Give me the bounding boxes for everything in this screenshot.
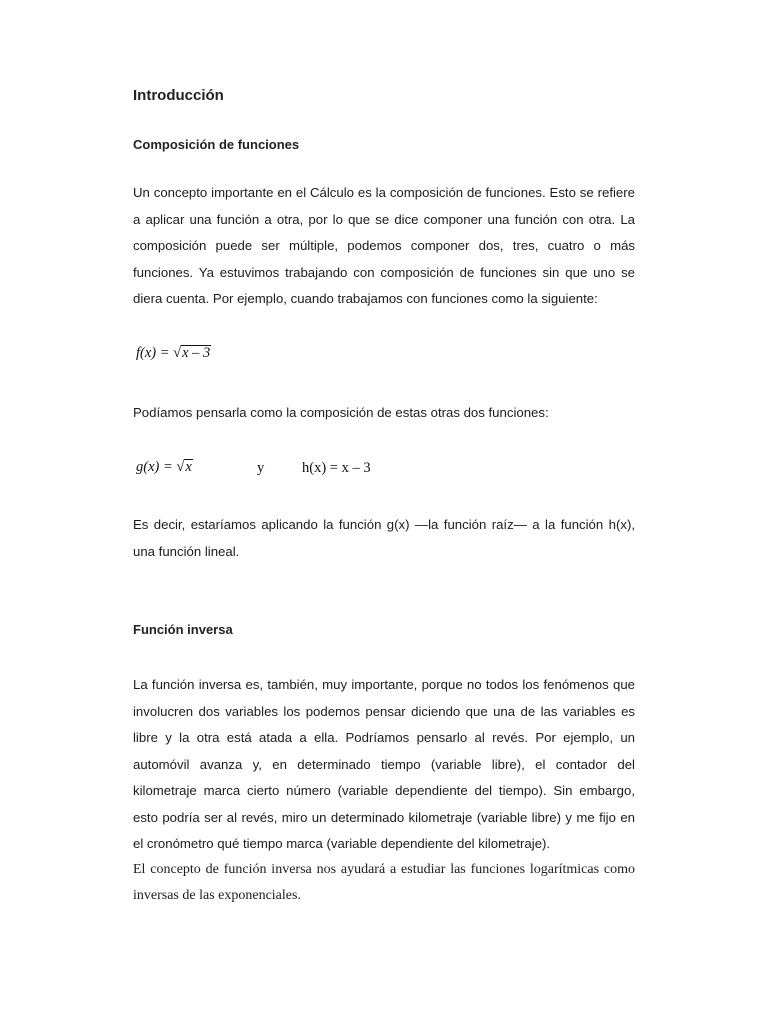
sqrt-symbol xyxy=(173,345,211,362)
formula-h: h(x) = x – 3 xyxy=(302,460,371,476)
paragraph-composicion-explicacion: Es decir, estaríamos aplicando la función g(x) —la función raíz— a la función h(x), una función lineal. xyxy=(133,517,635,559)
paragraph-composicion-dos-funciones: Podíamos pensarla como la composición de estas otras dos funciones: xyxy=(133,405,549,420)
radical-sign: √ xyxy=(176,459,185,475)
formula-f xyxy=(136,345,211,362)
formula-g-radicand: x xyxy=(185,459,192,475)
paragraph-funcion-inversa-logaritmicas: El concepto de función inversa nos ayudará a estudiar las funciones logarítmicas como inversas de las exponenciales. xyxy=(133,862,635,903)
formula-conjunction: y xyxy=(257,460,265,476)
section-heading-funcion-inversa: Función inversa xyxy=(133,622,233,637)
page-title: Introducción xyxy=(133,87,224,104)
sqrt-symbol xyxy=(176,459,192,476)
formula-f-lhs: f(x) = xyxy=(136,345,170,361)
section-heading-composicion: Composición de funciones xyxy=(133,137,300,152)
formula-f-radicand: x – 3 xyxy=(182,345,211,361)
radical-sign: √ xyxy=(173,345,182,361)
paragraph-composicion-intro: Un concepto importante en el Cálculo es la composición de funciones. Esto se refiere a aplicar una función a otra, por lo que se dice componer una función con otra. La composición puede ser múltiple, podemos componer dos, tres, cuatro o más funciones. Ya estuvimos trabajando con composición de funciones sin que uno se diera cuenta. Por ejemplo, cuando trabajamos con funciones como la siguiente: xyxy=(133,185,635,306)
formula-g xyxy=(136,459,193,476)
formula-g-lhs: g(x) = xyxy=(136,459,173,475)
paragraph-funcion-inversa: La función inversa es, también, muy importante, porque no todos los fenómenos que involucren dos variables los podemos pensar diciendo que una de las variables es libre y la otra está atada a ella. Podríamos pensarlo al revés. Por ejemplo, un automóvil avanza y, en determinado tiempo (variable libre), el contador del kilometraje marca cierto número (variable dependiente del tiempo). Sin embargo, esto podría ser al revés, miro un determinado kilometraje (variable libre) y me fijo en el cronómetro qué tiempo marca (variable dependiente del kilometraje). xyxy=(133,677,635,851)
